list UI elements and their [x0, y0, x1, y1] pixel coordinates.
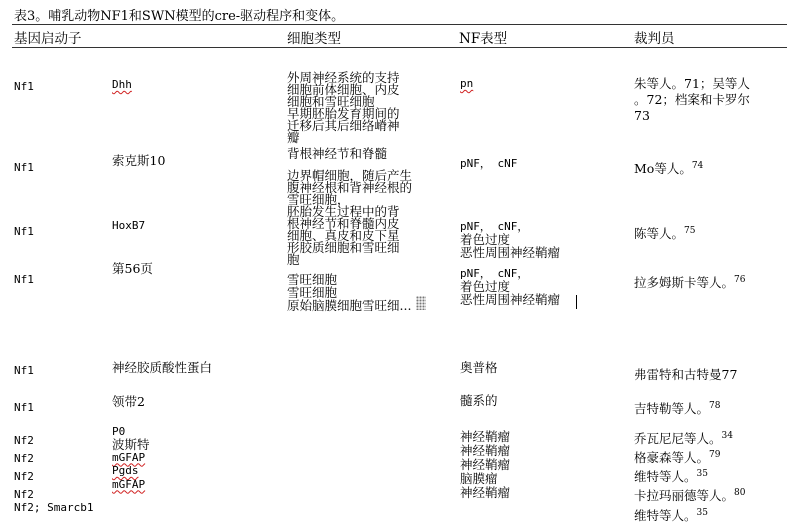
reference-cell[interactable]: Mo等人。$^{74}$ — [634, 161, 704, 177]
gene-cell[interactable]: Nf1 — [14, 401, 34, 414]
nf-phenotype-cell[interactable]: pNF， cNF — [460, 157, 518, 170]
promoter-cell[interactable]: 第56页 — [112, 261, 153, 276]
gene-cell[interactable]: Nf1 — [14, 161, 34, 174]
promoter-cell[interactable]: 领带2 — [112, 394, 145, 409]
nf-phenotype-cell[interactable]: 髓系的 — [460, 393, 498, 408]
gene-cell[interactable]: Nf1 — [14, 364, 34, 377]
gene-cell[interactable]: Nf1 — [14, 225, 34, 238]
header-gene-promoter: 基因启动子 — [14, 31, 82, 47]
table-header-rule — [12, 47, 787, 48]
table-caption: 表3。哺乳动物NF1和SWN模型的cre-驱动程序和变体。 — [14, 9, 345, 24]
cell-type-text[interactable]: 外周神经系统的支持 细胞前体细胞、内皮 细胞和雪旺细胞 早期胚胎发育期间的 迁移后其后细络嵴神 瓣 — [287, 70, 400, 145]
header-nf-phenotype: NF表型 — [459, 31, 508, 47]
promoter-cell[interactable]: 索克斯10 — [112, 153, 166, 168]
gene-cell[interactable]: Nf1 — [14, 80, 34, 93]
table-top-rule — [12, 24, 787, 25]
reference-cell[interactable]: 拉多姆斯卡等人。$^{76}$ — [634, 275, 746, 291]
header-referee: 裁判员 — [634, 31, 675, 47]
reference-cell[interactable]: 陈等人。$^{75}$ — [634, 226, 696, 242]
reference-cell[interactable]: 弗雷特和古特曼77 — [634, 367, 738, 382]
nf2-reference-list[interactable]: 乔瓦尼尼等人。$^{34}$ 格豪森等人。$^{79}$ 维特等人。$^{35}$ 卡拉玛丽德等人。$^{80}$ 维特等人。$^{35}$ — [634, 431, 746, 523]
nf-phenotype-cell[interactable]: 奥普格 — [460, 360, 498, 375]
table-resize-handle-icon[interactable] — [416, 296, 426, 310]
promoter-cell[interactable]: HoxB7 — [112, 219, 146, 232]
nf-phenotype-cell[interactable]: pNF， cNF， 着色过度 恶性周围神经鞘瘤 — [460, 267, 561, 307]
nf-phenotype-cell[interactable]: pNF， cNF， 着色过度 恶性周围神经鞘瘤 — [460, 220, 561, 260]
promoter-cell[interactable]: 神经胶质酸性蛋白 — [112, 360, 213, 375]
gene-cell[interactable]: Nf1 — [14, 273, 34, 286]
nf-phenotype-cell[interactable]: pn — [460, 77, 474, 90]
reference-cell[interactable]: 吉特勒等人。$^{78}$ — [634, 401, 721, 417]
reference-cell[interactable]: 朱等人。71；吴等人 。72；档案和卡罗尔 73 — [634, 76, 750, 123]
header-cell-type: 细胞类型 — [287, 31, 341, 47]
promoter-cell[interactable]: Dhh — [112, 78, 132, 91]
nf2-smarcb1-gene[interactable]: Nf2; Smarcb1 — [14, 501, 94, 514]
nf2-promoter-list[interactable]: P0 波斯特 mGFAP Pgds mGFAP — [112, 425, 150, 491]
cell-type-text[interactable]: 边界帽细胞，随后产生 腹神经根和背神经根的 雪旺细胞， 胚胎发生过程中的背 根神经节和脊髓内皮 细胞、真皮和皮下星 形胶质细胞和雪旺细 胞 — [287, 168, 413, 267]
cell-type-text[interactable]: 背根神经节和脊髓 — [287, 146, 388, 161]
cell-type-text[interactable]: 雪旺细胞 雪旺细胞 原始脑膜细胞雪旺细... — [287, 272, 412, 313]
nf2-gene-list[interactable]: Nf2 Nf2 Nf2 Nf2 — [14, 434, 34, 501]
text-cursor — [576, 295, 577, 309]
nf2-phenotype-list[interactable]: 神经鞘瘤 神经鞘瘤 神经鞘瘤 脑膜瘤 神经鞘瘤 — [460, 429, 511, 500]
